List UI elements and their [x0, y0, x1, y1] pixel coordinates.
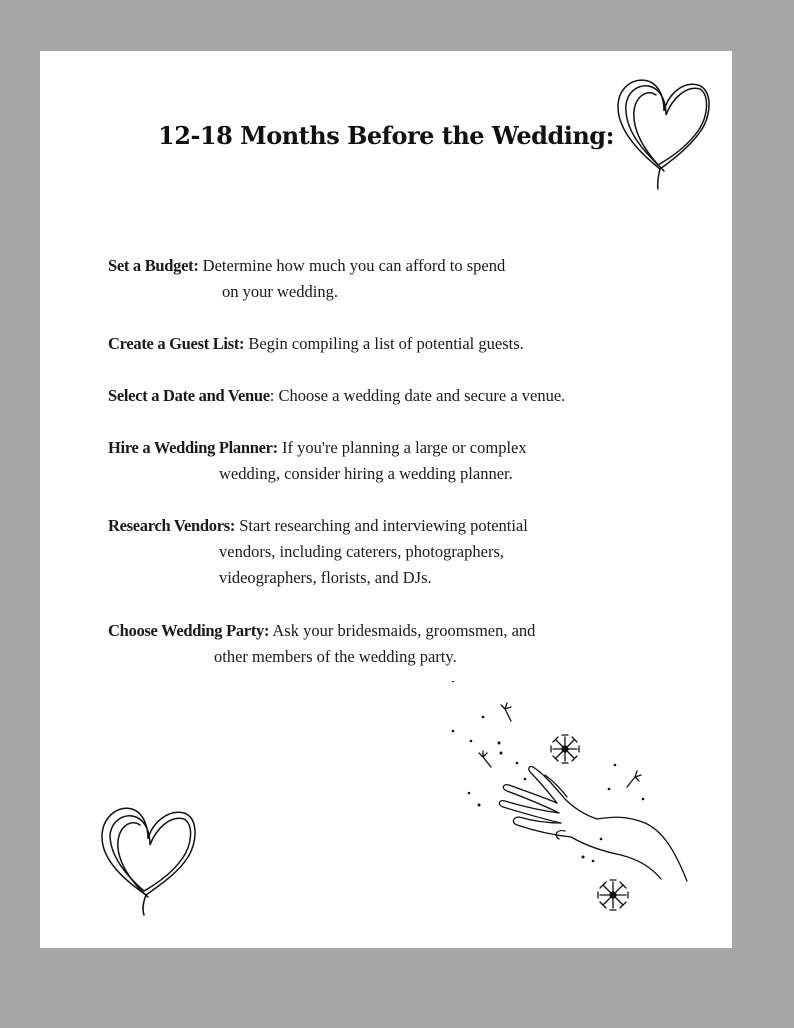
item-text: Start researching and interviewing potential	[235, 516, 528, 535]
item-label: Set a Budget:	[108, 256, 199, 275]
item-label: Research Vendors:	[108, 516, 236, 535]
item-text: Begin compiling a list of potential guests.	[244, 334, 524, 353]
item-label: Create a Guest List:	[108, 334, 245, 353]
item-text: : Choose a wedding date and secure a venue.	[269, 386, 566, 405]
heart-outline-icon	[612, 73, 717, 193]
item-continuation: on your wedding.	[222, 282, 338, 301]
list-item-budget	[108, 253, 505, 305]
hand-dandelion-illustration	[425, 681, 695, 921]
page-title: 12-18 Months Before the Wedding:	[158, 121, 614, 150]
list-item-wedding-party	[108, 618, 535, 670]
item-label: Hire a Wedding Planner:	[108, 438, 278, 457]
item-continuation: other members of the wedding party.	[214, 647, 457, 666]
list-item-date-venue	[108, 383, 565, 409]
heart-outline-icon	[98, 801, 204, 919]
item-continuation: videographers, florists, and DJs.	[219, 568, 432, 587]
list-item-planner	[108, 435, 527, 487]
item-text: Determine how much you can afford to spend	[198, 256, 506, 275]
item-continuation: vendors, including caterers, photographers,	[219, 542, 504, 561]
item-text: If you're planning a large or complex	[277, 438, 527, 457]
item-continuation: wedding, consider hiring a wedding planner.	[219, 464, 513, 483]
item-label: Select a Date and Venue	[108, 386, 270, 405]
document-page	[40, 51, 732, 948]
item-text: Ask your bridesmaids, groomsmen, and	[269, 621, 536, 640]
item-label: Choose Wedding Party:	[108, 621, 270, 640]
list-item-vendors	[108, 513, 528, 591]
list-item-guest-list	[108, 331, 524, 357]
